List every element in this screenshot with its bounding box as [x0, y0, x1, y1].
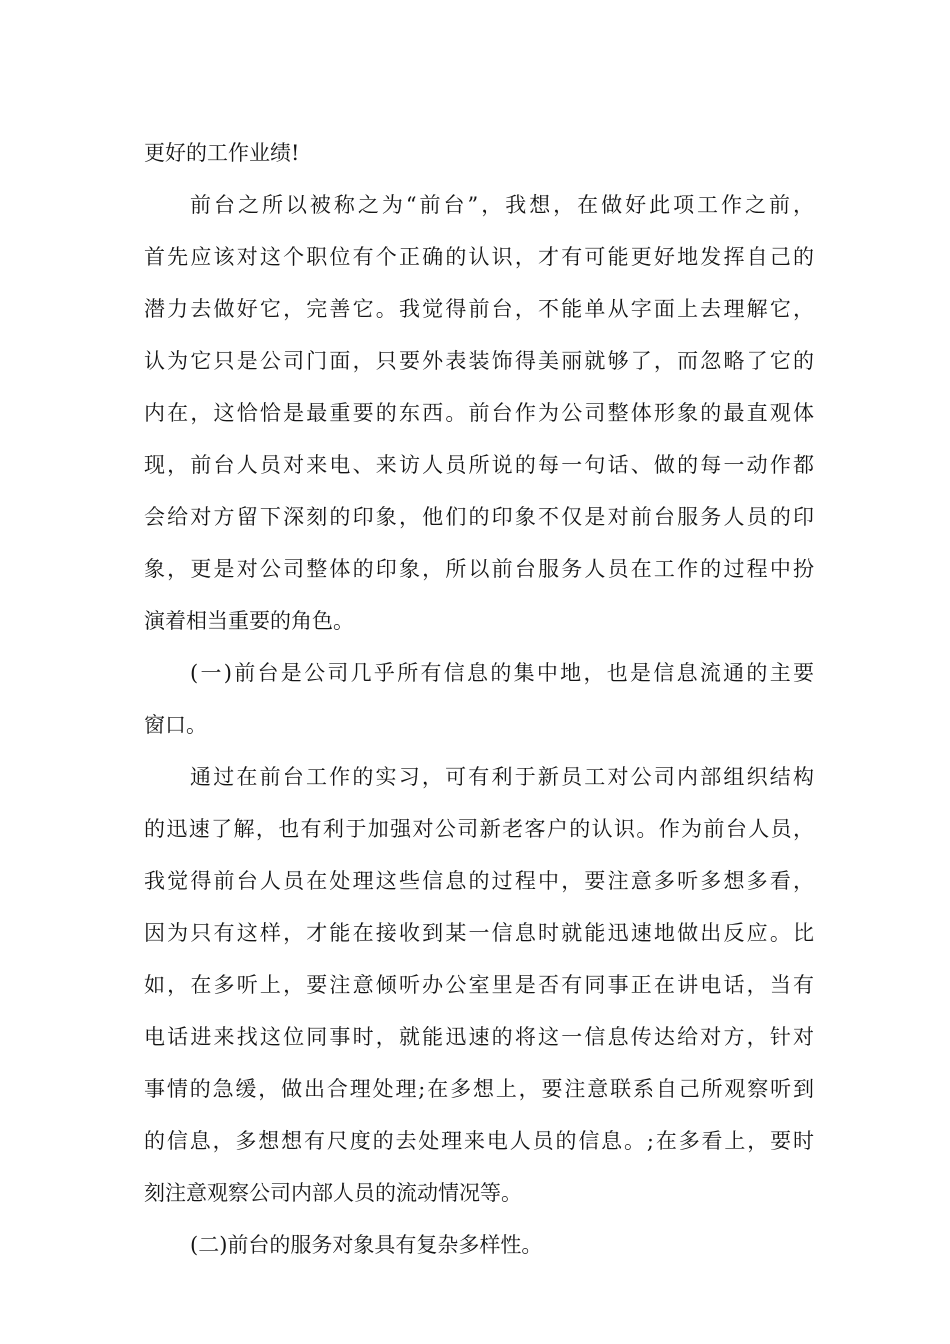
section-heading-2: (二)前台的服务对象具有复杂多样性。 [190, 1233, 543, 1257]
text-line: 潜力去做好它，完善它。我觉得前台，不能单从字面上去理解它， [144, 297, 814, 321]
text-line: 的迅速了解，也有利于加强对公司新老客户的认识。作为前台人员， [144, 817, 814, 841]
text-line: 象，更是对公司整体的印象，所以前台服务人员在工作的过程中扮 [144, 557, 814, 581]
text-line: 事情的急缓，做出合理处理;在多想上，要注意联系自己所观察听到 [144, 1077, 814, 1101]
text-line: 会给对方留下深刻的印象，他们的印象不仅是对前台服务人员的印 [144, 505, 814, 529]
text-line: 我觉得前台人员在处理这些信息的过程中，要注意多听多想多看， [144, 869, 814, 893]
text-line: 现，前台人员对来电、来访人员所说的每一句话、做的每一动作都 [144, 453, 814, 477]
text-line: 内在，这恰恰是最重要的东西。前台作为公司整体形象的最直观体 [144, 401, 814, 425]
text-line: 窗口。 [144, 713, 207, 737]
section-heading-1: (一)前台是公司几乎所有信息的集中地，也是信息流通的主要 [190, 661, 814, 685]
text-line: 更好的工作业绩! [144, 141, 300, 165]
text-line: 认为它只是公司门面，只要外表装饰得美丽就够了，而忽略了它的 [144, 349, 814, 373]
text-line: 如，在多听上，要注意倾听办公室里是否有同事正在讲电话，当有 [144, 973, 814, 997]
text-line: 的信息，多想想有尺度的去处理来电人员的信息。;在多看上，要时 [144, 1129, 814, 1153]
text-line: 演着相当重要的角色。 [144, 609, 354, 633]
text-line: 首先应该对这个职位有个正确的认识，才有可能更好地发挥自己的 [144, 245, 814, 269]
text-line: 刻注意观察公司内部人员的流动情况等。 [144, 1181, 522, 1205]
paragraph-first-line: 前台之所以被称之为“前台”，我想，在做好此项工作之前， [190, 193, 814, 217]
text-line: 因为只有这样，才能在接收到某一信息时就能迅速地做出反应。比 [144, 921, 814, 945]
text-line: 电话进来找这位同事时，就能迅速的将这一信息传达给对方，针对 [144, 1025, 814, 1049]
paragraph-first-line: 通过在前台工作的实习，可有利于新员工对公司内部组织结构 [190, 765, 814, 789]
